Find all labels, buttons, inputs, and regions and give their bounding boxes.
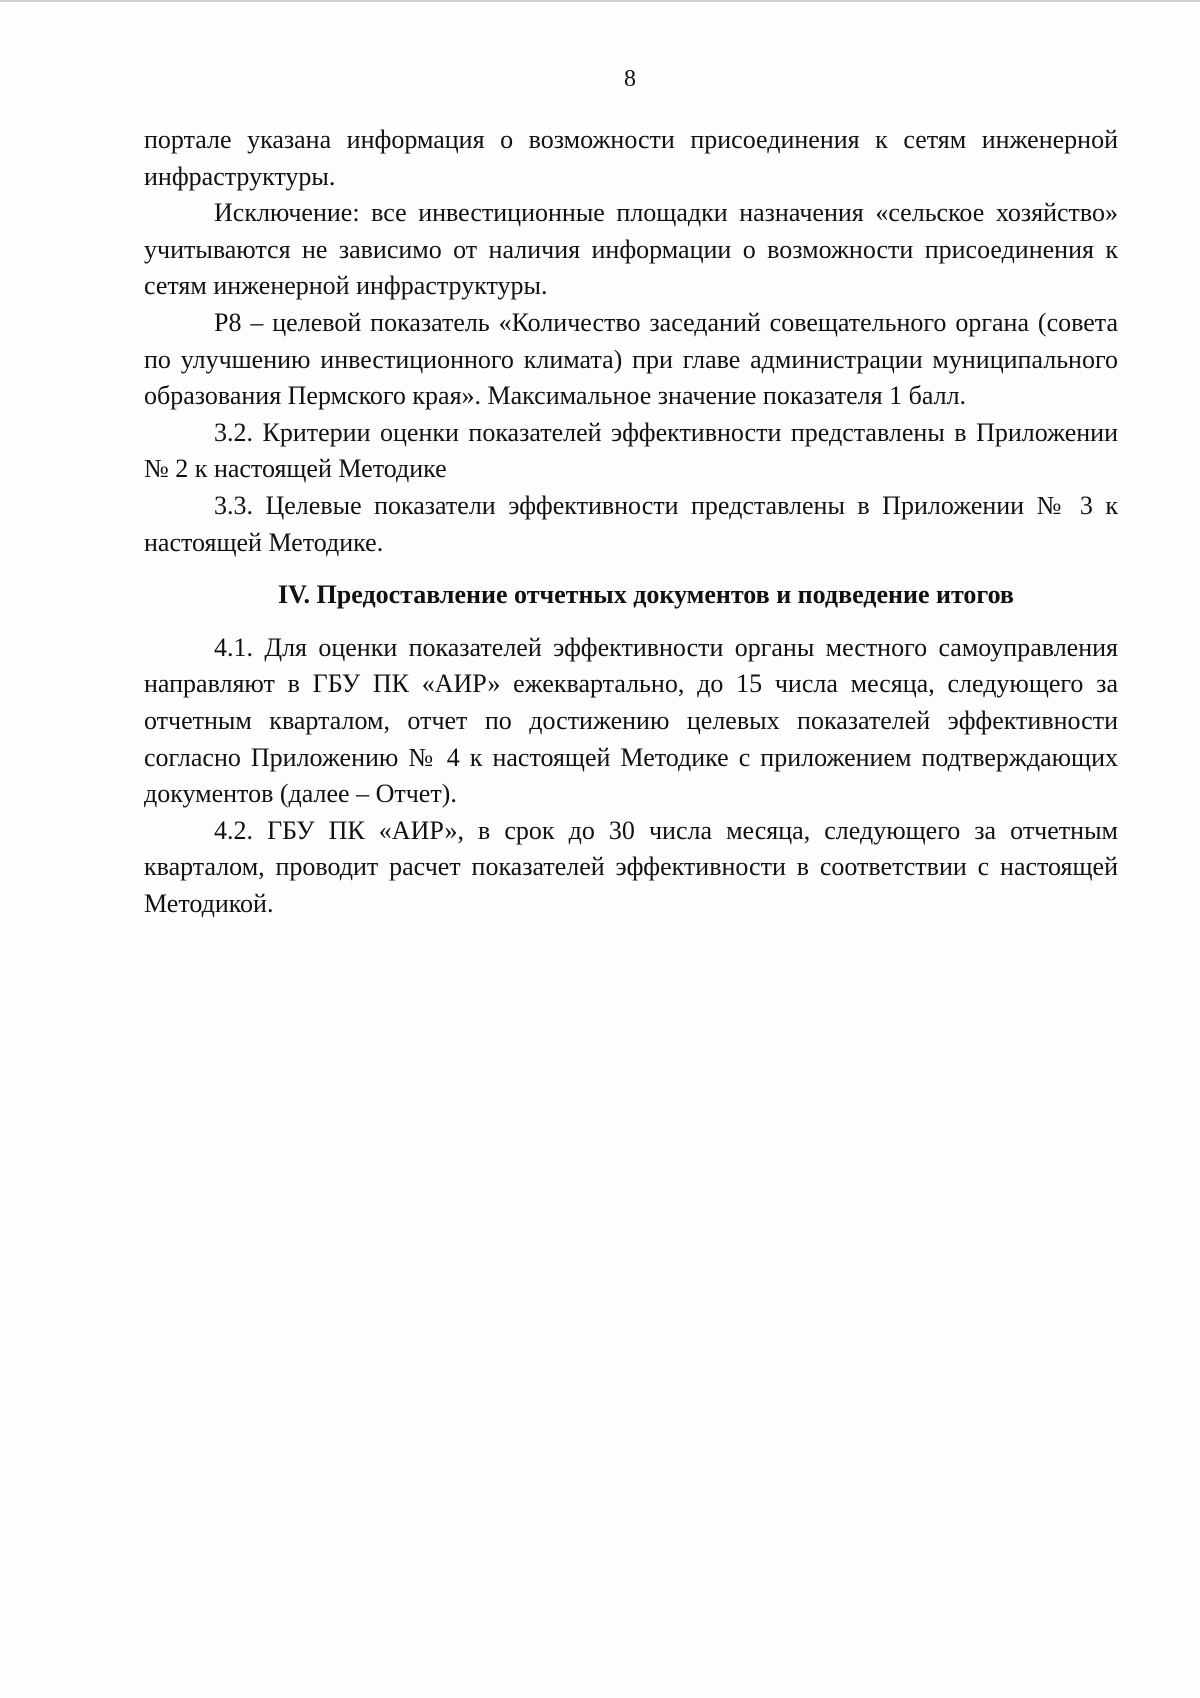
paragraph-4-1: 4.1. Для оценки показателей эффективности органы местного самоуправления направляют в ГБУ ПК «АИР» ежеквартально, до 15 числа месяца, следующего за отчетным кварталом, отчет по достижению целевых показателей эффективности согласно Приложению № 4 к настоящей Методике с приложением подтверждающих документов (далее – Отчет).	[144, 632, 1118, 809]
paragraph-p8-indicator: Р8 – целевой показатель «Количество заседаний совещательного органа (совета по улучшению инвестиционного климата) при главе администрации муниципального образования Пермского края». Максимальное значение показателя 1 балл.	[144, 307, 1118, 411]
page-number: 8	[624, 66, 636, 92]
paragraph-3-2: 3.2. Критерии оценки показателей эффективности представлены в Приложении № 2 к настоящей Методике	[144, 417, 1118, 484]
document-body	[144, 122, 1118, 922]
paragraph-continuation: портале указана информация о возможности присоединения к сетям инженерной инфраструктуры.	[144, 125, 1118, 191]
paragraph-exception: Исключение: все инвестиционные площадки назначения «сельское хозяйство» учитываются не зависимо от наличия информации о возможности присоединения к сетям инженерной инфраструктуры.	[144, 198, 1118, 301]
paragraph-3-3: 3.3. Целевые показатели эффективности представлены в Приложении № 3 к настоящей Методике.	[144, 490, 1118, 557]
paragraph-4-2: 4.2. ГБУ ПК «АИР», в срок до 30 числа месяца, следующего за отчетным кварталом, проводит расчет показателей эффективности в соответствии с настоящей Методикой.	[144, 815, 1118, 918]
section-heading: IV. Предоставление отчетных документов и подведение итогов	[278, 580, 1014, 610]
